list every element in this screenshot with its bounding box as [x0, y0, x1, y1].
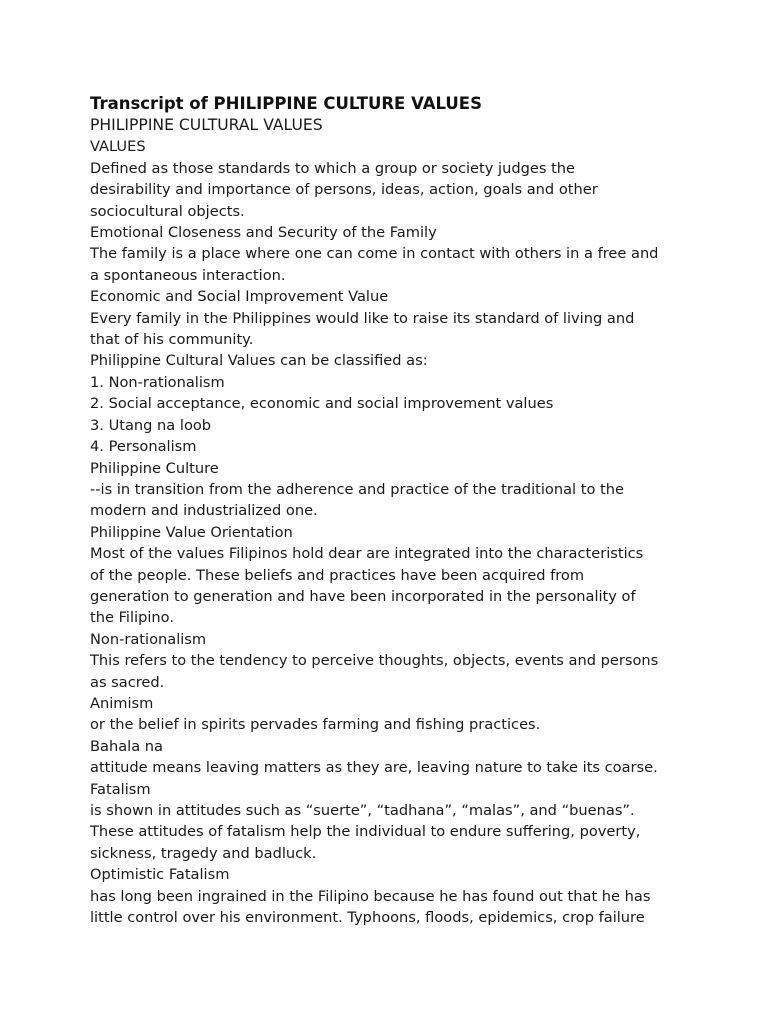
text-line: of the people. These beliefs and practices have been acquired from [90, 566, 585, 584]
text-line: has long been ingrained in the Filipino because he has found out that he has [90, 887, 651, 905]
text-line: sociocultural objects. [90, 202, 245, 220]
text-line: Fatalism [90, 780, 151, 798]
text-line: Emotional Closeness and Security of the Family [90, 224, 437, 242]
text-line: Defined as those standards to which a group or society judges the [90, 159, 576, 177]
document-page [90, 93, 690, 928]
text-line: Economic and Social Improvement Value [90, 288, 389, 306]
text-line: The family is a place where one can come in contact with others in a free and [90, 245, 659, 263]
text-line: little control over his environment. Typhoons, floods, epidemics, crop failure [90, 909, 645, 927]
text-line: sickness, tragedy and badluck. [90, 844, 317, 862]
text-line: generation to generation and have been incorporated in the personality of [90, 587, 636, 605]
text-line: or the belief in spirits pervades farming and fishing practices. [90, 716, 541, 734]
text-line: as sacred. [90, 673, 165, 691]
document-subtitle: PHILIPPINE CULTURAL VALUES [90, 116, 323, 134]
text-line: desirability and importance of persons, ideas, action, goals and other [90, 181, 598, 199]
text-line: Every family in the Philippines would like to raise its standard of living and [90, 309, 635, 327]
text-line: attitude means leaving matters as they are, leaving nature to take its coarse. [90, 759, 658, 777]
text-line: --is in transition from the adherence and practice of the traditional to the [90, 480, 624, 498]
list-item: 1. Non-rationalism [90, 373, 225, 391]
text-line: Most of the values Filipinos hold dear are integrated into the characteristics [90, 545, 644, 563]
text-line: Non-rationalism [90, 630, 207, 648]
text-line: is shown in attitudes such as “suerte”, “tadhana”, “malas”, and “buenas”. [90, 802, 635, 819]
text-line: the Filipino. [90, 609, 174, 627]
text-line: Philippine Culture [90, 459, 219, 477]
list-item: 2. Social acceptance, economic and social improvement values [90, 395, 554, 413]
text-line: This refers to the tendency to perceive thoughts, objects, events and persons [90, 652, 659, 670]
list-item: 4. Personalism [90, 438, 197, 456]
text-line: These attitudes of fatalism help the individual to endure suffering, poverty, [90, 823, 641, 841]
document-title: Transcript of PHILIPPINE CULTURE VALUES [90, 94, 482, 113]
text-line: VALUES [90, 138, 146, 156]
text-line: Philippine Value Orientation [90, 523, 293, 541]
list-item: 3. Utang na loob [90, 416, 212, 434]
text-line: that of his community. [90, 331, 254, 349]
text-line: Optimistic Fatalism [90, 866, 230, 884]
text-line: modern and industrialized one. [90, 502, 318, 520]
text-line: Animism [90, 694, 154, 712]
text-line: Philippine Cultural Values can be classified as: [90, 352, 428, 370]
text-line: Bahala na [90, 737, 163, 755]
text-line: a spontaneous interaction. [90, 266, 286, 284]
